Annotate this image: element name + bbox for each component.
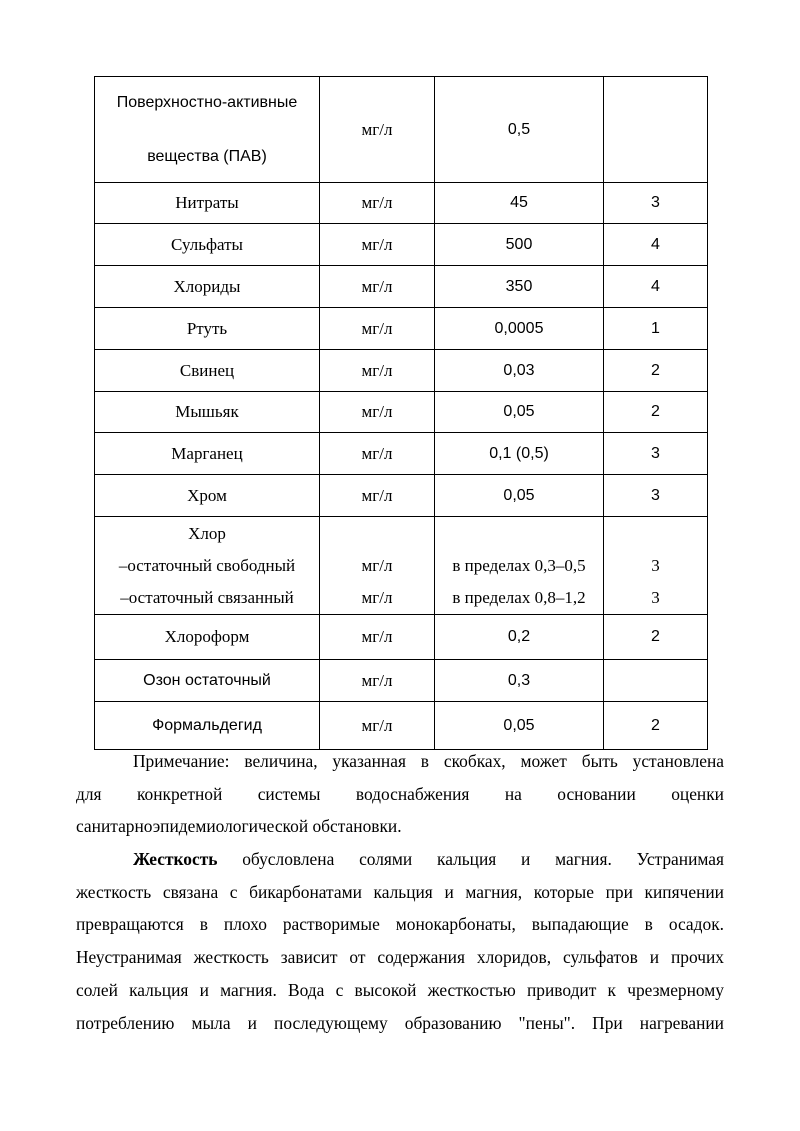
paragraph-line: превращаются в плохо растворимые монокарбонаты, выпадающие в осадок.	[76, 914, 724, 935]
table-row	[95, 517, 708, 615]
table-row	[95, 475, 708, 517]
table-row	[95, 350, 708, 392]
substance-name-cell: Озон остаточный	[95, 660, 320, 702]
table-row	[95, 615, 708, 660]
substance-name-cell: Нитраты	[95, 183, 320, 224]
paragraph-line: потреблению мыла и последующему образованию "пены". При нагревании	[76, 1012, 724, 1033]
substance-name-cell: Ртуть	[95, 308, 320, 350]
note-line: для конкретной системы водоснабжения на основании оценки	[76, 783, 724, 804]
unit-cell: мг/л	[320, 77, 435, 183]
table-row	[95, 433, 708, 475]
unit-cell: мг/л	[320, 183, 435, 224]
hazard-class-cell: 3	[604, 433, 708, 475]
hazard-class-cell	[604, 77, 708, 183]
table-row	[95, 392, 708, 433]
substance-name-cell: Хлороформ	[95, 615, 320, 660]
hazard-class-cell: 2	[604, 392, 708, 433]
value-cell: 0,05	[435, 392, 604, 433]
substance-name-cell: Поверхностно-активные вещества (ПАВ)	[95, 77, 320, 183]
hazard-class-cell: 3 3	[604, 517, 708, 615]
unit-cell: мг/л	[320, 660, 435, 702]
paragraph-line: жесткость связана с бикарбонатами кальция и магния, которые при кипячении	[76, 881, 724, 902]
substance-name-cell: Хлориды	[95, 266, 320, 308]
table-row	[95, 183, 708, 224]
substance-name-cell: Сульфаты	[95, 224, 320, 266]
substance-name-cell: Марганец	[95, 433, 320, 475]
paragraph-line: Неустранимая жесткость зависит от содержания хлоридов, сульфатов и прочих	[76, 947, 724, 968]
value-cell: 0,1 (0,5)	[435, 433, 604, 475]
unit-cell: мг/л	[320, 308, 435, 350]
table-row	[95, 77, 708, 183]
unit-cell: мг/л	[320, 266, 435, 308]
table-row	[95, 266, 708, 308]
hazard-class-cell: 2	[604, 350, 708, 392]
hazard-class-cell: 1	[604, 308, 708, 350]
water-quality-norms-table	[94, 76, 708, 750]
hardness-paragraph	[76, 843, 724, 1039]
value-cell: 0,05	[435, 475, 604, 517]
unit-cell: мг/л	[320, 475, 435, 517]
value-cell: 350	[435, 266, 604, 308]
hazard-class-cell: 2	[604, 702, 708, 750]
substance-name-cell: Мышьяк	[95, 392, 320, 433]
unit-cell: мг/л мг/л	[320, 517, 435, 615]
hardness-term: Жесткость	[133, 849, 218, 869]
table-note	[76, 745, 724, 843]
unit-cell: мг/л	[320, 350, 435, 392]
value-cell: 0,2	[435, 615, 604, 660]
substance-name-cell: Хром	[95, 475, 320, 517]
unit-cell: мг/л	[320, 224, 435, 266]
table-row	[95, 660, 708, 702]
substance-name-cell: Формальдегид	[95, 702, 320, 750]
hazard-class-cell: 4	[604, 266, 708, 308]
value-cell: 0,5	[435, 77, 604, 183]
paragraph-line: Жесткость обусловлена солями кальция и магния. Устранимая	[133, 849, 724, 869]
hazard-class-cell: 3	[604, 475, 708, 517]
unit-cell: мг/л	[320, 615, 435, 660]
paragraph-line: солей кальция и магния. Вода с высокой жесткостью приводит к чрезмерному	[76, 979, 724, 1000]
unit-cell: мг/л	[320, 433, 435, 475]
value-cell: 0,3	[435, 660, 604, 702]
note-line: Примечание: величина, указанная в скобках, может быть установлена	[133, 751, 724, 771]
value-cell: 0,0005	[435, 308, 604, 350]
substance-name-cell: Хлор –остаточный свободный –остаточный связанный	[95, 517, 320, 615]
note-line: санитарноэпидемиологической обстановки.	[76, 816, 402, 837]
unit-cell: мг/л	[320, 392, 435, 433]
hazard-class-cell: 4	[604, 224, 708, 266]
value-cell: в пределах 0,3–0,5 в пределах 0,8–1,2	[435, 517, 604, 615]
value-cell: 0,05	[435, 702, 604, 750]
table-row	[95, 224, 708, 266]
unit-cell: мг/л	[320, 702, 435, 750]
substance-name-cell: Свинец	[95, 350, 320, 392]
value-cell: 0,03	[435, 350, 604, 392]
value-cell: 45	[435, 183, 604, 224]
value-cell: 500	[435, 224, 604, 266]
table-row	[95, 702, 708, 750]
hazard-class-cell: 2	[604, 615, 708, 660]
table-row	[95, 308, 708, 350]
hazard-class-cell: 3	[604, 183, 708, 224]
hazard-class-cell	[604, 660, 708, 702]
